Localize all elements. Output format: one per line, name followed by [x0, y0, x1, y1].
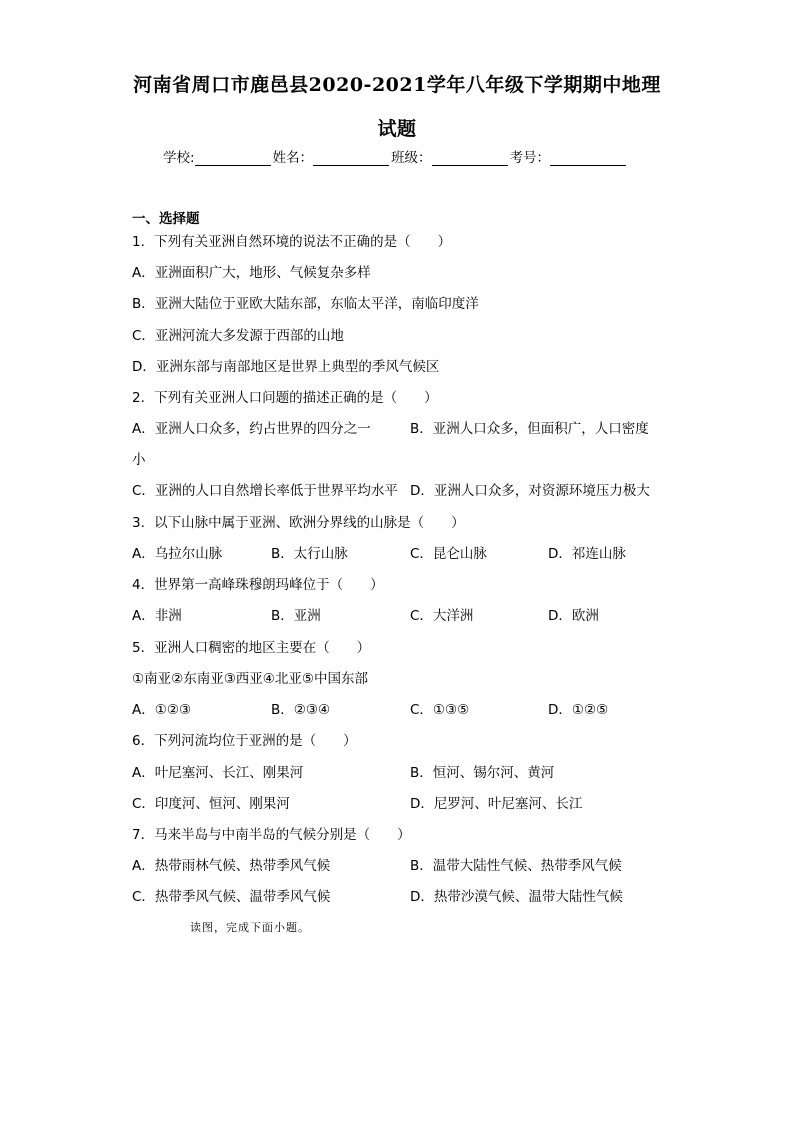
question-option[interactable]: A．热带雨林气候、热带季风气候: [132, 858, 331, 874]
question-option-row: [132, 480, 672, 502]
class-label: 班级：: [391, 150, 432, 166]
name-label: 姓名：: [272, 150, 314, 166]
question-option[interactable]: C．亚洲的人口自然增长率低于世界平均水平: [132, 483, 398, 499]
question-option[interactable]: B．温带大陆性气候、热带季风气候: [410, 858, 622, 874]
question-stem: 1．下列有关亚洲自然环境的说法不正确的是（ ）: [132, 234, 452, 250]
number-label: 考号：: [509, 150, 551, 166]
question-option[interactable]: B．②③④: [271, 702, 331, 718]
question-option[interactable]: B．恒河、锡尔河、黄河: [410, 765, 555, 781]
question-option[interactable]: A．非洲: [132, 608, 182, 624]
question-option[interactable]: D．亚洲人口众多，对资源环境压力极大: [410, 483, 650, 499]
question-stem: 4．世界第一高峰珠穆朗玛峰位于（ ）: [132, 577, 384, 593]
number-blank[interactable]: [550, 151, 626, 166]
question-option-row: [132, 886, 672, 908]
question-option[interactable]: D．祁连山脉: [548, 546, 626, 562]
question-option[interactable]: A．①②③: [132, 702, 192, 718]
question-option[interactable]: C．印度河、恒河、刚果河: [132, 796, 290, 812]
question-option[interactable]: D．欧洲: [548, 608, 599, 624]
question-option[interactable]: C．热带季风气候、温带季风气候: [132, 889, 331, 905]
question-option-row: [132, 418, 672, 440]
question-stem: 7．马来半岛与中南半岛的气候分别是（ ）: [132, 827, 411, 843]
question-option[interactable]: D．亚洲东部与南部地区是世界上典型的季风气候区: [132, 359, 440, 375]
question-option-row: [132, 793, 672, 815]
question-option[interactable]: D．①②⑤: [548, 702, 609, 718]
question-option-row: [132, 855, 672, 877]
question-option[interactable]: A．亚洲人口众多，约占世界的四分之一: [132, 421, 371, 437]
question-option[interactable]: B．太行山脉: [271, 546, 348, 562]
question-option-row: [132, 543, 672, 565]
section-heading: 一、选择题: [132, 211, 200, 227]
question-stem: 2．下列有关亚洲人口问题的描述正确的是（ ）: [132, 390, 438, 406]
question-option[interactable]: A．乌拉尔山脉: [132, 546, 223, 562]
exam-title: 河南省周口市鹿邑县2020-2021学年八年级下学期期中地理: [133, 74, 661, 96]
question-option[interactable]: C．昆仑山脉: [410, 546, 487, 562]
question-option[interactable]: C．亚洲河流大多发源于西部的山地: [132, 328, 344, 344]
instruction-note: 读图，完成下面小题。: [190, 921, 310, 934]
question-option-row: [132, 699, 672, 721]
school-blank[interactable]: [195, 151, 271, 166]
question-stem: 5．亚洲人口稠密的地区主要在（ ）: [132, 640, 371, 656]
question-option[interactable]: B．亚洲大陆位于亚欧大陆东部，东临太平洋，南临印度洋: [132, 296, 479, 312]
question-option[interactable]: D．热带沙漠气候、温带大陆性气候: [410, 889, 623, 905]
class-blank[interactable]: [432, 151, 508, 166]
question-option[interactable]: D．尼罗河、叶尼塞河、长江: [410, 796, 583, 812]
question-option[interactable]: B．亚洲: [271, 608, 321, 624]
name-blank[interactable]: [313, 151, 389, 166]
question-option[interactable]: A．叶尼塞河、长江、刚果河: [132, 765, 304, 781]
question-option[interactable]: C．大洋洲: [410, 608, 474, 624]
question-option-row: [132, 762, 672, 784]
question-option-wrap: 小: [132, 452, 146, 468]
school-label: 学校:: [163, 150, 195, 166]
exam-title-continued: 试题: [377, 118, 417, 140]
question-option-row: [132, 605, 672, 627]
question-choices-list: ①南亚②东南亚③西亚④北亚⑤中国东部: [132, 671, 369, 687]
question-stem: 3．以下山脉中属于亚洲、欧洲分界线的山脉是（ ）: [132, 515, 465, 531]
question-option[interactable]: A．亚洲面积广大，地形、气候复杂多样: [132, 265, 371, 281]
question-option[interactable]: C．①③⑤: [410, 702, 470, 718]
student-info-row: [163, 144, 628, 166]
question-option[interactable]: B．亚洲人口众多，但面积广，人口密度: [410, 421, 649, 437]
question-stem: 6．下列河流均位于亚洲的是（ ）: [132, 733, 357, 749]
